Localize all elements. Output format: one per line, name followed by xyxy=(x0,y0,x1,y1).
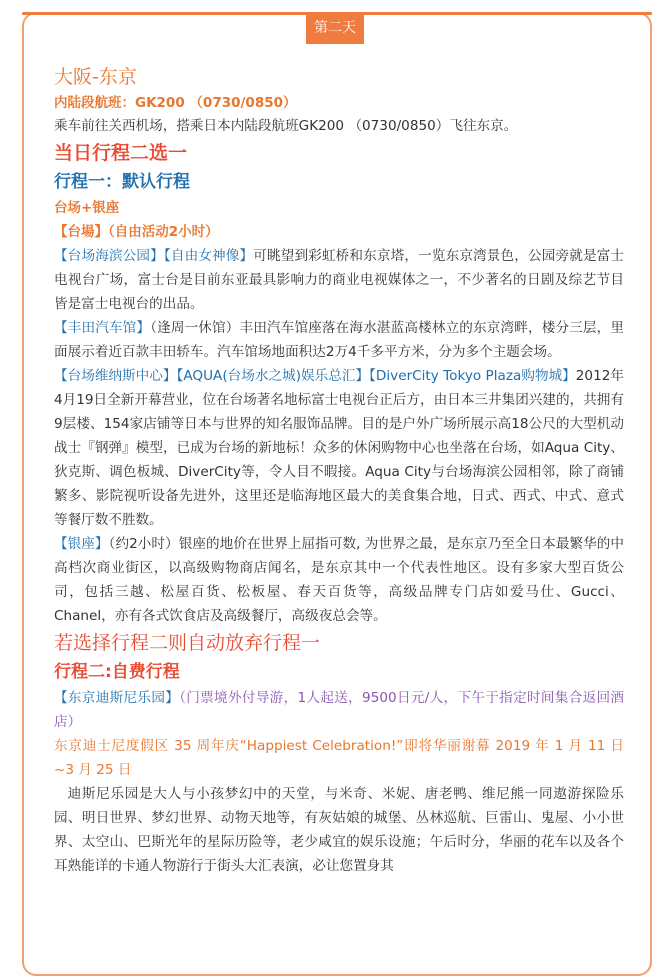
tag-disney: 【东京迪斯尼乐园】 xyxy=(54,690,180,706)
disney-paragraph xyxy=(54,686,624,734)
tag-divercity: 【DiverCity Tokyo Plaza购物城】 xyxy=(369,368,576,384)
toyota-paragraph xyxy=(54,316,624,364)
route-title: 大阪-东京 xyxy=(54,66,137,88)
plan2-title: 行程二:自费行程 xyxy=(54,662,180,682)
disney-description: 迪斯尼乐园是大人与小孩梦幻中的天堂，与米奇、米妮、唐老鸭、维尼熊一同遨游探险乐园、明日世界、梦幻世界、动物天地等，有灰姑娘的城堡、丛林巡航、巨雷山、鬼屋、小小世界、太空山、巴斯光年的星际历险等，老少咸宜的娱乐设施；午后时分，华丽的花车以及各个耳熟能详的卡通人物游行于街头大汇表演，必让您置身其 xyxy=(54,786,624,874)
toyota-text: （逢周一休馆）丰田汽车馆座落在海水湛蓝高楼林立的东京湾畔，楼分三层，里面展示着近百款丰田轿车。汽车馆场地面积达2万4千多平方米，分为多个主题会场。 xyxy=(54,320,624,360)
shopping-text: 2012年4月19日全新开幕营业，位在台场著名地标富士电视台正后方，由日本三井集团兴建的，共拥有9层楼、154家店铺等日本与世界的知名服饰品牌。目的是户外广场所展示高18公尺的大型机动战士『钢弹』模型，已成为台场的新地标！众多的休闲购物中心也坐落在台场，如Aqua City、狄克斯、调色板城、DiverCity等，令人目不暇接。Aqua City与台场海滨公园相邻，除了商铺繁多、影院视听设备先进外，这里还是临海地区最大的美食集合地，日式、西式、中式、意式等餐厅数不胜数。 xyxy=(54,368,624,528)
tag-seaside-park: 【台场海滨公园】 xyxy=(54,248,164,264)
tag-ginza: 【银座】 xyxy=(54,536,109,552)
itinerary-content xyxy=(54,62,624,878)
shopping-paragraph xyxy=(54,364,624,532)
flight-description: 乘车前往关西机场，搭乘日本内陆段航班GK200 （0730/0850）飞往东京。 xyxy=(54,118,518,134)
tag-statue-of-liberty: 【自由女神像】 xyxy=(163,248,254,264)
odaiba-text: 可眺望到彩虹桥和东京塔，一览东京湾景色，公园旁就是富士电视台广场，富士台是目前东亚最具影响力的商业电视媒体之一，不少著名的日剧及综艺节目皆是富士电视台的出品。 xyxy=(54,248,625,312)
tag-aqua-city: 【AQUA(台场水之城)娱乐总汇】 xyxy=(176,368,370,384)
disney-ticket-note: （门票境外付导游，1人起送，9500日元/人，下午于指定时间集合返回酒店） xyxy=(54,690,624,730)
odaiba-paragraph xyxy=(54,244,624,316)
choose-title: 当日行程二选一 xyxy=(54,142,188,164)
plan1-subtitle: 台场+银座 xyxy=(54,200,120,216)
anniversary-note: 东京迪士尼度假区 35 周年庆“Happiest Celebration!”即将华丽谢幕 2019 年 1 月 11 日 ~3 月 25 日 xyxy=(54,738,624,778)
day-badge: 第二天 xyxy=(306,12,364,44)
ginza-paragraph xyxy=(54,532,624,628)
ginza-text: （约2小时）银座的地价在世界上屈指可数, 为世界之最，是东京乃至全日本最繁华的中高档次商业街区，以高级购物商店闻名，是东京其中一个代表性地区。设有多家大型百货公司，包括三越、松屋百货、松板屋、春天百货等，高级品牌专门店如爱马仕、Gucci、Chanel，亦有各式饮食店及高级餐厅，高级夜总会等。 xyxy=(54,536,625,624)
odaiba-heading: 【台場】（自由活动2小时） xyxy=(54,224,219,240)
tag-venus-fort: 【台场维纳斯中心】 xyxy=(54,368,177,384)
tag-toyota: 【丰田汽车馆】 xyxy=(54,320,151,336)
plan1-title: 行程一：默认行程 xyxy=(54,172,190,192)
flight-info: 内陆段航班：GK200 （0730/0850） xyxy=(54,95,297,111)
abandon-note: 若选择行程二则自动放弃行程一 xyxy=(54,632,321,654)
